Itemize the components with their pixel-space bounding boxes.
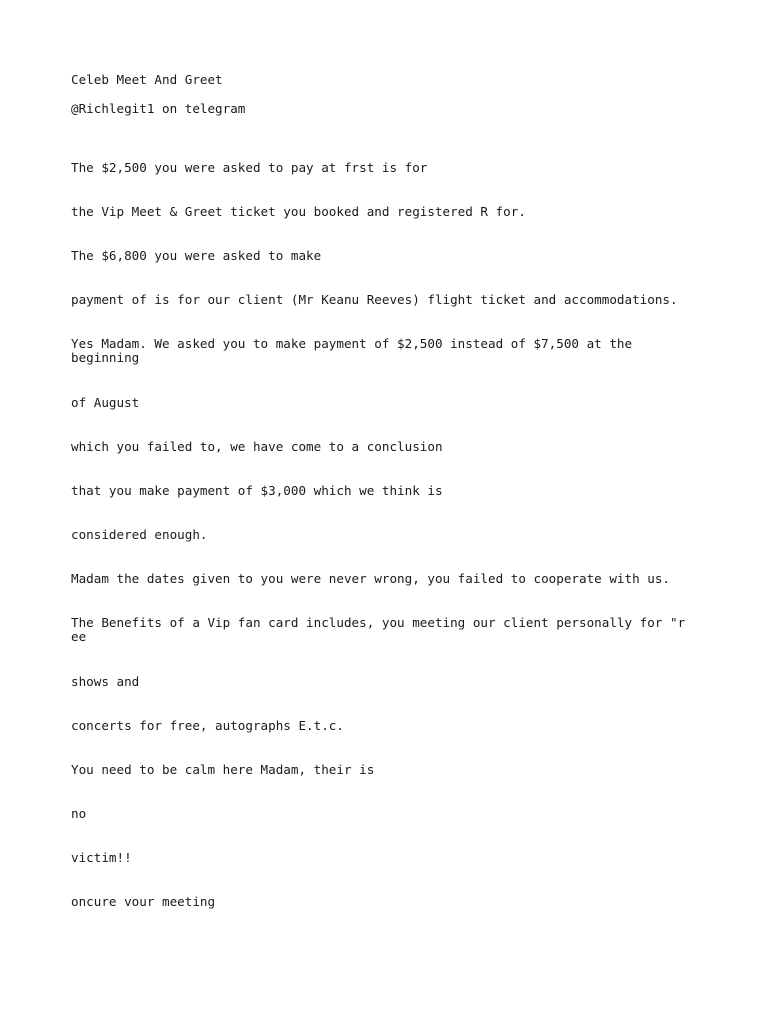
text-line: the Vip Meet & Greet ticket you booked and registered R for.	[71, 204, 526, 219]
text-line: of August	[71, 395, 140, 410]
text-line: Yes Madam. We asked you to make payment of $2,500 instead of $7,500 at the beginning	[71, 336, 640, 365]
text-line: oncure vour meeting	[71, 894, 216, 909]
text-line: The $2,500 you were asked to pay at frst is for	[71, 160, 428, 175]
text-line: no	[71, 806, 87, 821]
text-line: which you failed to, we have come to a conclusion	[71, 439, 443, 454]
text-line: payment of is for our client (Mr Keanu Reeves) flight ticket and accommodations.	[71, 292, 678, 307]
text-line: that you make payment of $3,000 which we think is	[71, 483, 443, 498]
text-line: concerts for free, autographs E.t.c.	[71, 718, 344, 733]
text-line: victim!!	[71, 850, 132, 865]
text-line: You need to be calm here Madam, their is	[71, 762, 375, 777]
text-line: shows and	[71, 674, 140, 689]
text-line: The $6,800 you were asked to make	[71, 248, 322, 263]
text-line: considered enough.	[71, 527, 208, 542]
text-line: The Benefits of a Vip fan card includes, you meeting our client personally for "ree	[71, 615, 686, 644]
text-line: Madam the dates given to you were never wrong, you failed to cooperate with us.	[71, 571, 670, 586]
document-heading: Celeb Meet And Greet	[71, 72, 223, 87]
contact-line: @Richlegit1 on telegram	[71, 101, 246, 116]
